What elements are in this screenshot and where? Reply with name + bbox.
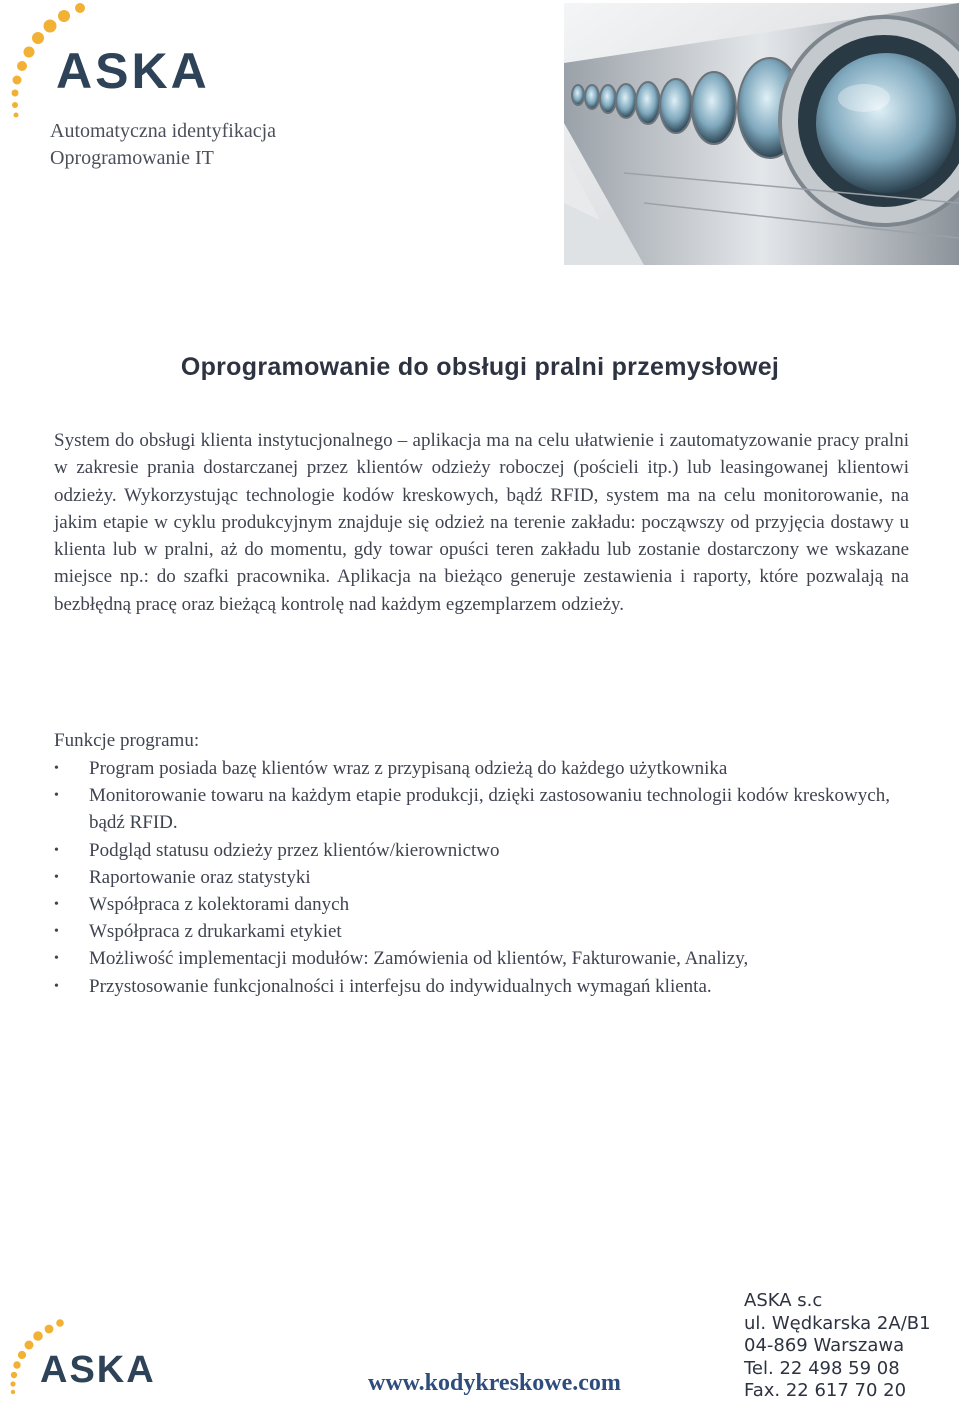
page-title: Oprogramowanie do obsługi pralni przemysłowej bbox=[180, 353, 780, 381]
street-address: ul. Wędkarska 2A/B1 bbox=[744, 1312, 931, 1334]
bullet-icon: • bbox=[54, 761, 59, 776]
aska-logo bbox=[6, 0, 296, 120]
bullet-icon: • bbox=[54, 924, 59, 940]
phone-number: Tel. 22 498 59 08 bbox=[744, 1357, 900, 1379]
tagline-identification: Automatyczna identyfikacja bbox=[50, 120, 277, 142]
bullet-icon: • bbox=[54, 978, 59, 994]
list-item: • Monitorowanie towaru na każdym etapie produkcji, dzięki zastosowaniu technologii kodów kreskowych, bądź RFID. bbox=[54, 782, 904, 836]
website-link[interactable]: www.kodykreskowe.com bbox=[368, 1370, 621, 1396]
city-address: 04-869 Warszawa bbox=[744, 1335, 905, 1357]
svg-text:ASKA: ASKA bbox=[56, 43, 210, 99]
list-item: • Podgląd statusu odzieży przez klientów/kierownictwo bbox=[54, 837, 904, 864]
features-list bbox=[54, 755, 904, 1000]
company-name: ASKA s.c bbox=[744, 1290, 823, 1311]
bullet-icon: • bbox=[54, 897, 59, 913]
list-item: • Program posiada bazę klientów wraz z przypisaną odzieżą do każdego użytkownika bbox=[54, 755, 904, 782]
contact-block bbox=[744, 1290, 931, 1403]
bullet-icon: • bbox=[54, 842, 59, 858]
list-item: • Współpraca z kolektorami danych bbox=[54, 891, 904, 918]
list-item: • Możliwość implementacji modułów: Zamówienia od klientów, Fakturowanie, Analizy, bbox=[54, 945, 904, 972]
aska-footer-logo bbox=[6, 1318, 216, 1406]
bullet-icon: • bbox=[54, 951, 59, 967]
list-item: • Przystosowanie funkcjonalności i interfejsu do indywidualnych wymagań klienta. bbox=[54, 973, 904, 1000]
laundry-washing-machines-photo bbox=[564, 3, 959, 265]
bullet-icon: • bbox=[54, 788, 59, 804]
fax-number: Fax. 22 617 70 20 bbox=[744, 1380, 907, 1402]
tagline-software: Oprogramowanie IT bbox=[50, 147, 214, 169]
list-item: • Współpraca z drukarkami etykiet bbox=[54, 918, 904, 945]
list-item: • Raportowanie oraz statystyki bbox=[54, 864, 904, 891]
bullet-icon: • bbox=[54, 869, 59, 885]
svg-text:ASKA: ASKA bbox=[40, 1349, 156, 1391]
features-heading: Funkcje programu: bbox=[54, 730, 200, 751]
description-paragraph: System do obsługi klienta instytucjonalnego – aplikacja ma na celu ułatwienie i zautomatyzowanie pracy pralni w zakresie prania dostarczanej przez klientów odzieży roboczej (pościeli itp.) lub leasingowanej klientowi odzieży. Wykorzystując technologie kodów kreskowych, bądź RFID, system ma na celu monitorowanie, na jakim etapie w cyklu produkcyjnym znajduje się odzież na terenie zakładu: począwszy od przyjęcia dostawy u klienta lub w pralni, aż do momentu, gdy towar opuści teren zakładu lub zostanie dostarczony we wskazane miejsce np.: do szafki pracownika. Aplikacja na bieżąco generuje zestawienia i raporty, które pozwalają na bezbłędną pracę oraz bieżącą kontrolę nad każdym egzemplarzem odzieży. bbox=[54, 430, 909, 615]
